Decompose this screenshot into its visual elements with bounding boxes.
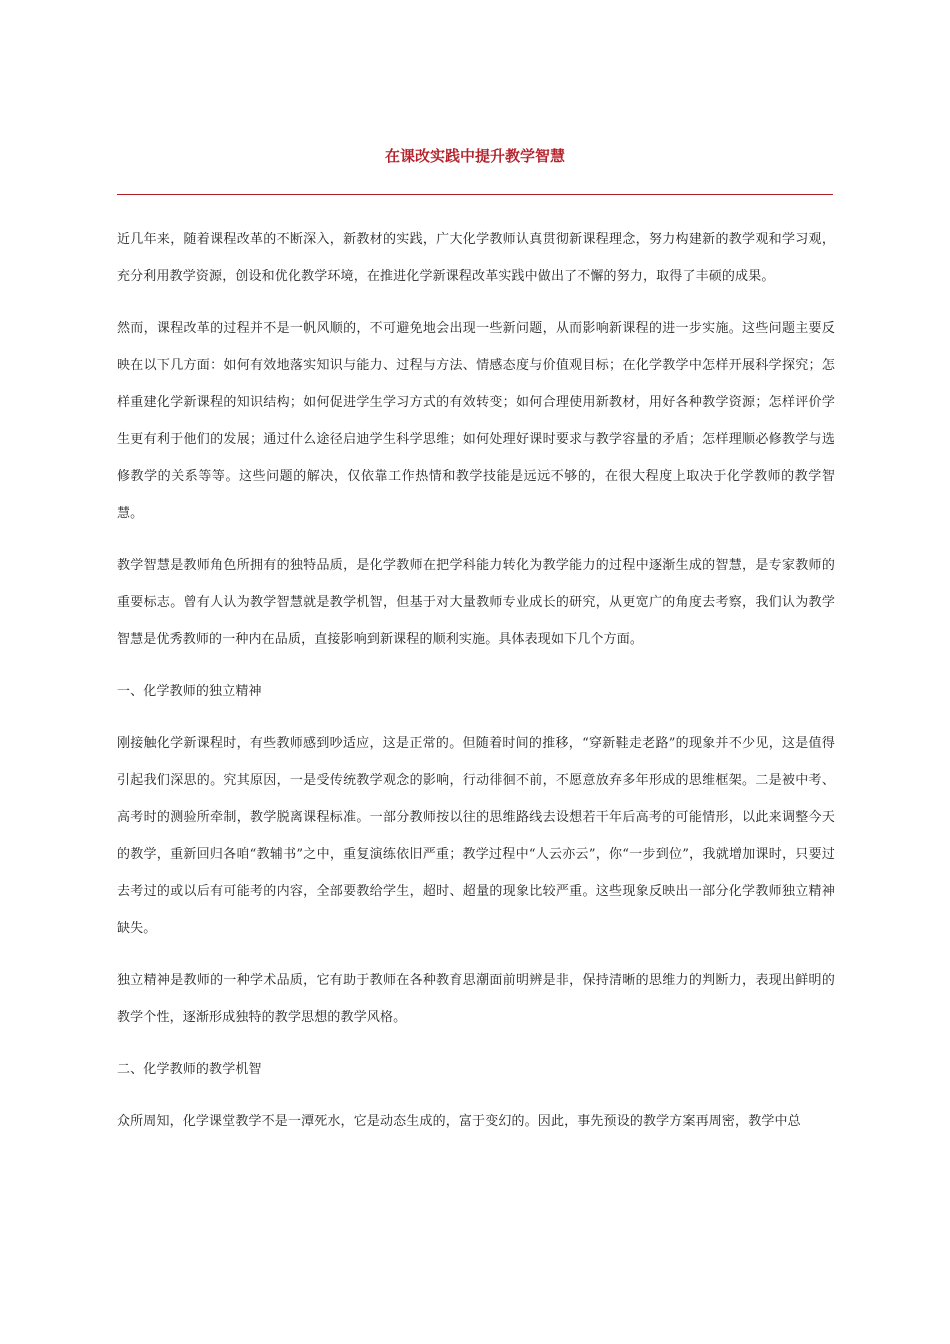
section-heading-1: 一、化学教师的独立精神 [117, 684, 262, 699]
paragraph-intro: 近几年来，随着课程改革的不断深入，新教材的实践，广大化学教师认真贯彻新课程理念，努力构建新的教学观和学习观，充分利用教学资源，创设和优化教学环境，在推进化学新课程改革实践中做出了不懈的努力，取得了丰硕的成果。 [117, 232, 835, 284]
title-divider [117, 194, 833, 195]
document-body [117, 221, 835, 1155]
section-heading-2: 二、化学教师的教学机智 [117, 1062, 262, 1077]
paragraph-section-2a: 众所周知，化学课堂教学不是一潭死水，它是动态生成的，富于变幻的。因此，事先预设的教学方案再周密，教学中总 [117, 1114, 801, 1129]
paragraph-section-1b: 独立精神是教师的一种学术品质，它有助于教师在各种教育思潮面前明辨是非，保持清晰的思维力的判断力，表现出鲜明的教学个性，逐渐形成独特的教学思想的教学风格。 [117, 973, 835, 1025]
paragraph-section-1a: 刚接触化学新课程时，有些教师感到吵适应，这是正常的。但随着时间的推移，“穿新鞋走老路”的现象并不少见，这是值得引起我们深思的。究其原因，一是受传统教学观念的影响，行动徘徊不前，不愿意放弃多年形成的思维框架。二是被中考、高考时的测验所牵制，教学脱离课程标准。一部分教师按以往的思维路线去设想若干年后高考的可能情形，以此来调整今天的教学，重新回归各咱“教辅书”之中，重复演练依旧严重；教学过程中“人云亦云”，你“一步到位”，我就增加课时，只要过去考过的或以后有可能考的内容，全部要教给学生，超时、超量的现象比较严重。这些现象反映出一部分化学教师独立精神缺失。 [117, 736, 835, 936]
paragraph-wisdom: 教学智慧是教师角色所拥有的独特品质，是化学教师在把学科能力转化为教学能力的过程中逐渐生成的智慧，是专家教师的重要标志。曾有人认为教学智慧就是教学机智，但基于对大量教师专业成长的研究，从更宽广的角度去考察，我们认为教学智慧是优秀教师的一种内在品质，直接影响到新课程的顺利实施。具体表现如下几个方面。 [117, 558, 835, 647]
document-title: 在课改实践中提升教学智慧 [384, 147, 565, 165]
paragraph-problems: 然而，课程改革的过程并不是一帆风顺的，不可避免地会出现一些新问题，从而影响新课程的进一步实施。这些问题主要反映在以下几方面：如何有效地落实知识与能力、过程与方法、情感态度与价值观目标；在化学教学中怎样开展科学探究；怎样重建化学新课程的知识结构；如何促进学生学习方式的有效转变；如何合理使用新教材，用好各种教学资源；怎样评价学生更有利于他们的发展；通过什么途径启迪学生科学思维；如何处理好课时要求与教学容量的矛盾；怎样理顺必修教学与选修教学的关系等等。这些问题的解决，仅依靠工作热情和教学技能是远远不够的，在很大程度上取决于化学教师的教学智慧。 [117, 321, 835, 521]
